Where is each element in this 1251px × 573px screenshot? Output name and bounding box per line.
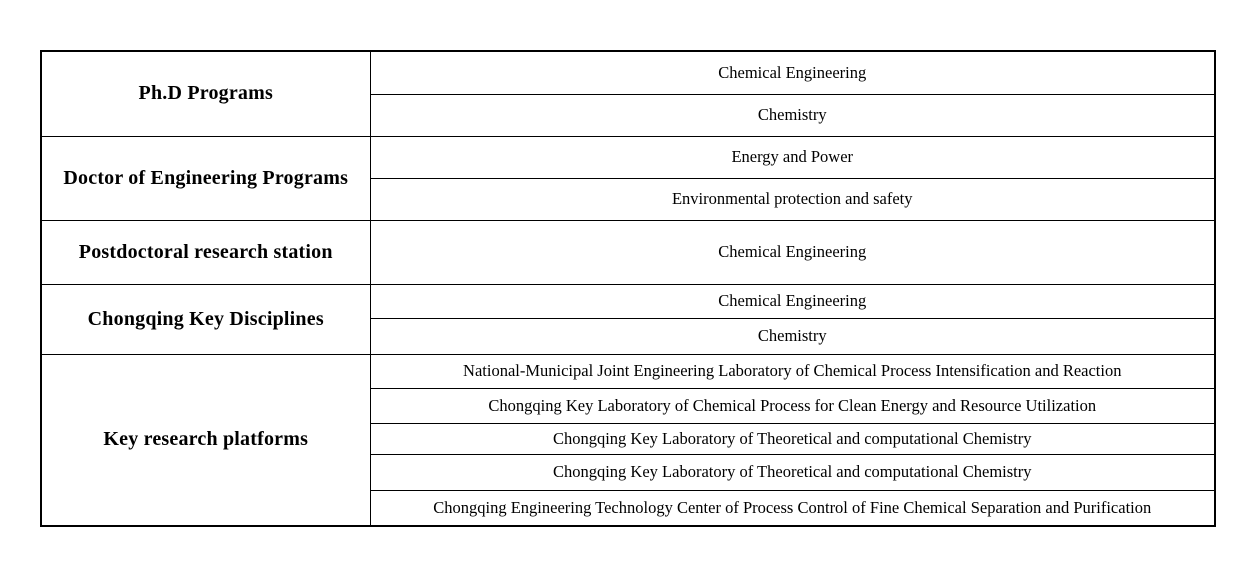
category-cell-chongqing-key-disciplines: Chongqing Key Disciplines (41, 284, 370, 354)
item-cell: Chemical Engineering (370, 51, 1215, 94)
table-row (41, 51, 1215, 94)
category-cell-phd-programs: Ph.D Programs (41, 51, 370, 136)
table-row (41, 354, 1215, 388)
table-row (41, 220, 1215, 284)
table-row (41, 284, 1215, 318)
item-cell: Chemistry (370, 318, 1215, 354)
item-cell: Chongqing Key Laboratory of Theoretical and computational Chemistry (370, 454, 1215, 490)
item-cell: Chongqing Key Laboratory of Theoretical and computational Chemistry (370, 423, 1215, 454)
item-cell: Chemical Engineering (370, 284, 1215, 318)
item-cell: National-Municipal Joint Engineering Laboratory of Chemical Process Intensification and Reaction (370, 354, 1215, 388)
category-cell-doctor-of-engineering-programs: Doctor of Engineering Programs (41, 136, 370, 220)
item-cell: Chongqing Key Laboratory of Chemical Process for Clean Energy and Resource Utilization (370, 388, 1215, 423)
item-cell: Chemistry (370, 94, 1215, 136)
item-cell: Energy and Power (370, 136, 1215, 178)
item-cell: Chemical Engineering (370, 220, 1215, 284)
programs-table (40, 50, 1216, 527)
item-cell: Environmental protection and safety (370, 178, 1215, 220)
item-cell: Chongqing Engineering Technology Center of Process Control of Fine Chemical Separation and Purification (370, 490, 1215, 526)
table-row (41, 136, 1215, 178)
category-cell-key-research-platforms: Key research platforms (41, 354, 370, 526)
category-cell-postdoctoral-research-station: Postdoctoral research station (41, 220, 370, 284)
